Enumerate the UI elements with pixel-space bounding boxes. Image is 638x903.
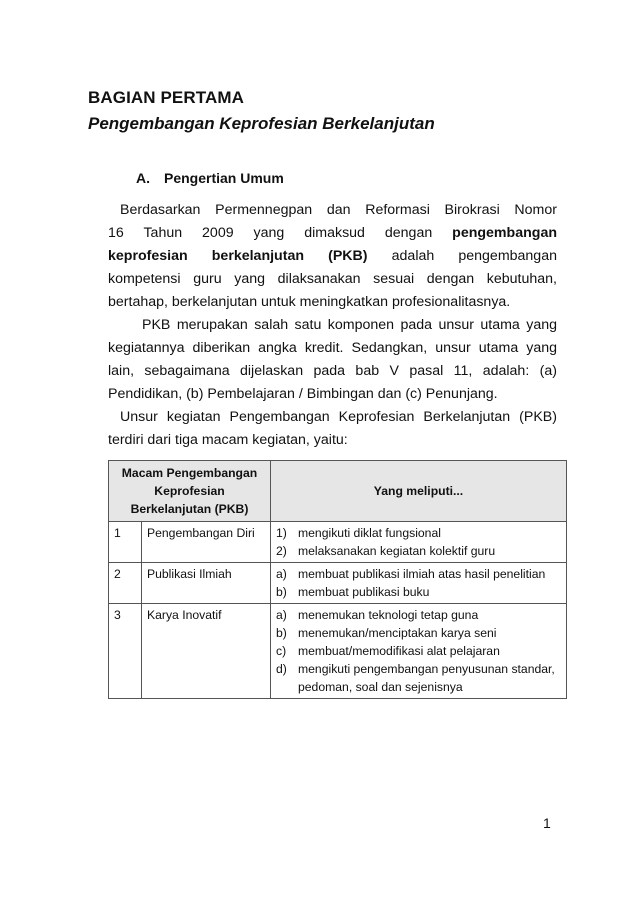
table-row <box>109 604 567 699</box>
bold-term: pengembangan <box>452 225 557 241</box>
table-row <box>109 563 567 604</box>
list-marker: b) <box>276 585 287 599</box>
item-list <box>276 524 561 560</box>
paragraph-definition: Berdasarkan Permennegpan dan Reformasi Birokrasi Nomor 16 Tahun 2009 yang dimaksud dengan pengembangan keprofesian berkelanjutan (PKB) adalah pengembangan kompetensi guru yang dilaksanakan sesuai dengan kebutuhan, bertahap, berkelanjutan untuk meningkatkan profesionalitasnya. <box>108 202 557 310</box>
header-includes: Yang meliputi... <box>271 461 567 522</box>
list-item <box>276 542 561 560</box>
activity-name: Karya Inovatif <box>142 604 271 699</box>
list-marker: b) <box>276 626 287 640</box>
list-marker: 1) <box>276 526 287 540</box>
list-item <box>276 660 561 696</box>
row-number: 1 <box>109 522 142 563</box>
list-item-text: melaksanakan kegiatan kolektif guru <box>298 544 496 558</box>
paragraph-text: PKB merupakan salah satu komponen pada unsur utama yang kegiatannya diberikan angka kredit. Sedangkan, unsur utama yang lain, sebagaimana dijelaskan pada bab V pasal 11, adalah: (a) Pendidikan, (b) Pembelajaran / Bimbingan dan (c) Penunjang. <box>108 317 557 402</box>
pkb-activities-table <box>108 460 567 699</box>
section-marker: A. <box>136 170 150 186</box>
activity-items <box>271 563 567 604</box>
table-header-row <box>109 461 567 522</box>
list-item <box>276 524 561 542</box>
row-number: 3 <box>109 604 142 699</box>
list-marker: 2) <box>276 544 287 558</box>
section-heading <box>136 170 284 186</box>
list-item <box>276 565 561 583</box>
list-item-text: membuat publikasi buku <box>298 585 430 599</box>
list-item-text: membuat/memodifikasi alat pelajaran <box>298 644 500 658</box>
list-marker: d) <box>276 662 287 676</box>
chapter-subtitle: Pengembangan Keprofesian Berkelanjutan <box>88 114 435 133</box>
list-item-text: menemukan/menciptakan karya seni <box>298 626 497 640</box>
list-item <box>276 583 561 601</box>
paragraph-activities-intro <box>108 406 557 452</box>
row-number: 2 <box>109 563 142 604</box>
list-item-text: mengikuti pengembangan penyusunan standar, pedoman, soal dan sejenisnya <box>298 662 555 694</box>
list-item-text: mengikuti diklat fungsional <box>298 526 441 540</box>
list-marker: c) <box>276 644 287 658</box>
header-activity-type: Macam Pengembangan Keprofesian Berkelanjutan (PKB) <box>109 461 271 522</box>
bold-term: keprofesian berkelanjutan (PKB) <box>108 248 368 264</box>
list-item-text: membuat publikasi ilmiah atas hasil penelitian <box>298 567 546 581</box>
item-list <box>276 565 561 601</box>
activity-name: Publikasi Ilmiah <box>142 563 271 604</box>
list-item <box>276 642 561 660</box>
paragraph-pkb-component <box>108 314 557 406</box>
list-marker: a) <box>276 567 287 581</box>
activity-name: Pengembangan Diri <box>142 522 271 563</box>
page-number: 1 <box>543 815 551 831</box>
list-item <box>276 606 561 624</box>
paragraph-text: Unsur kegiatan Pengembangan Keprofesian Berkelanjutan (PKB) terdiri dari tiga macam kegiatan, yaitu: <box>108 409 557 448</box>
activity-items <box>271 522 567 563</box>
item-list <box>276 606 561 696</box>
list-marker: a) <box>276 608 287 622</box>
activity-items <box>271 604 567 699</box>
part-heading: BAGIAN PERTAMA <box>88 88 244 107</box>
section-title: Pengertian Umum <box>164 170 284 186</box>
paragraph-line: Berdasarkan Permennegpan dan Reformasi Birokrasi Nomor <box>120 202 557 218</box>
list-item-text: menemukan teknologi tetap guna <box>298 608 479 622</box>
table-row <box>109 522 567 563</box>
list-item <box>276 624 561 642</box>
